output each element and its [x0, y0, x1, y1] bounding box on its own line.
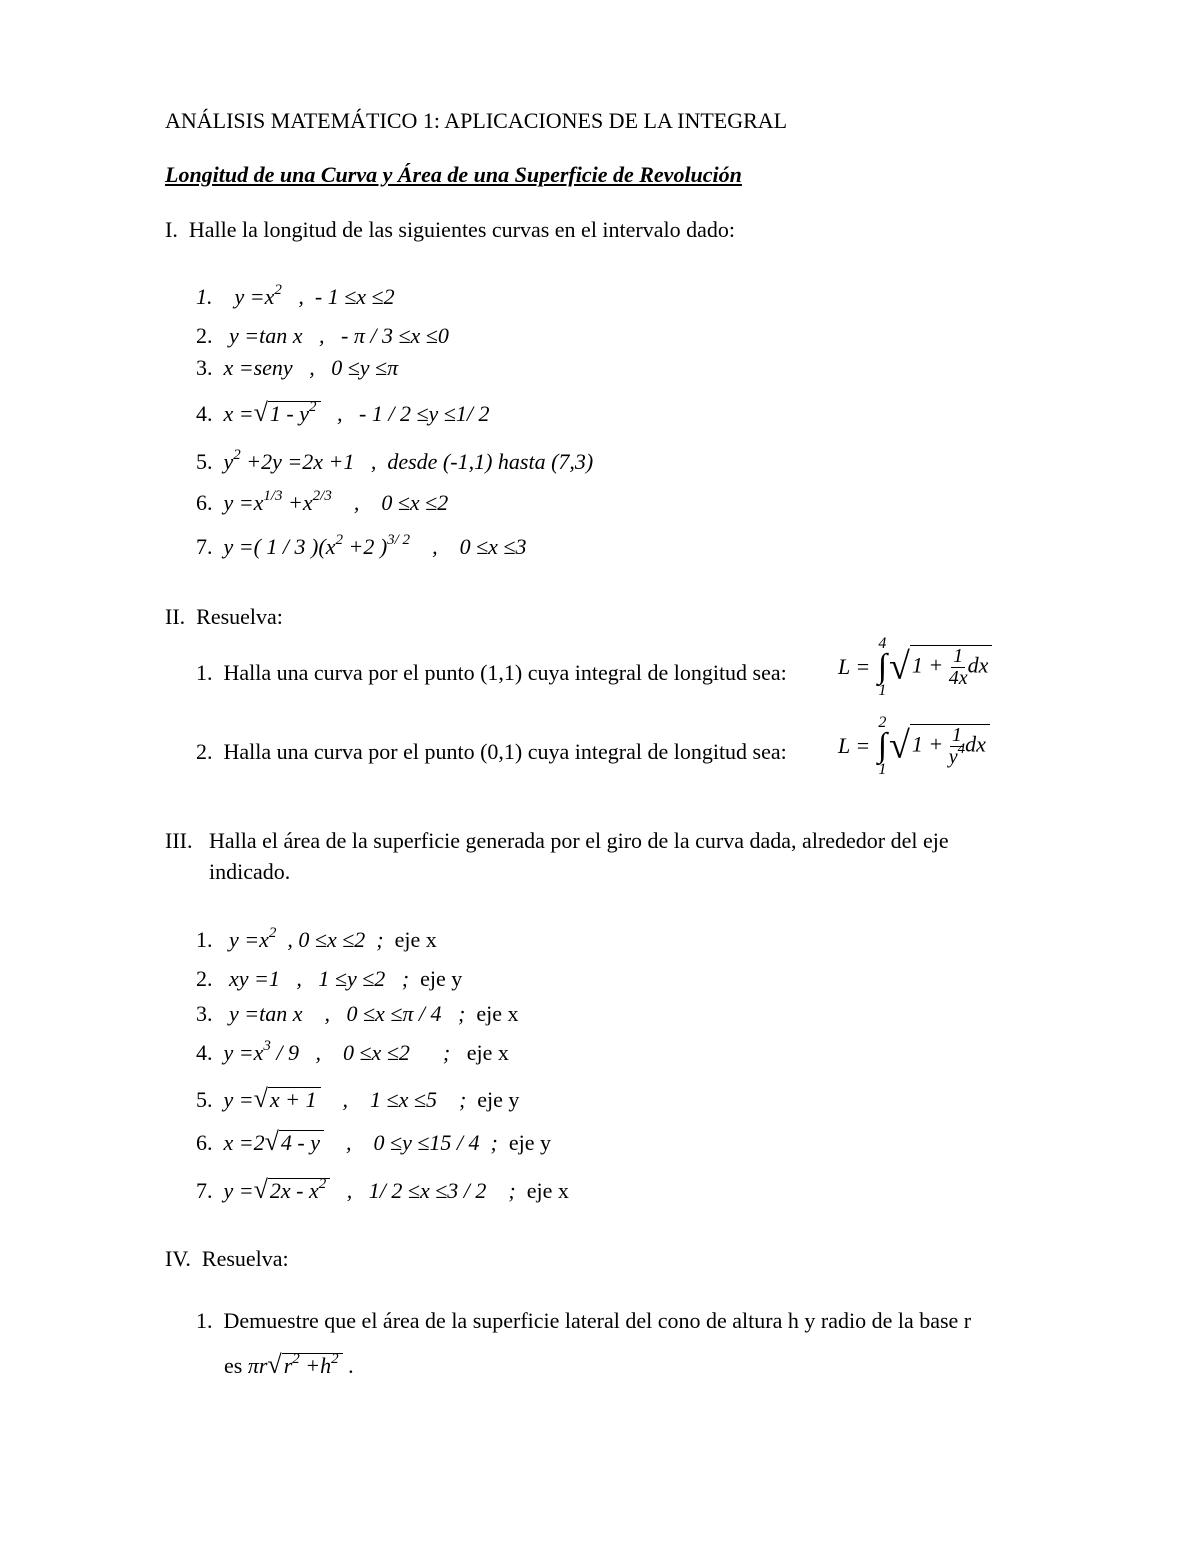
exercise-3-1: 1. $y =x^2$ , 0 ≤x ≤2 ; eje x: [196, 925, 437, 952]
exercise-3-3: 3. y =tan x , 0 ≤x ≤π / 4 ; eje x: [196, 1001, 519, 1026]
section-heading-text: Halle la longitud de las siguientes curvas en el intervalo dado:: [188, 217, 736, 242]
exercise-2-2: 2. Halla una curva por el punto (0,1) cuya integral de longitud sea:: [196, 739, 787, 764]
exercise-1-2: 2. y =tan x , - π / 3 ≤x ≤0: [196, 323, 449, 348]
exercise-3-4: 4. $y =x^3 / 9$ , 0 ≤x ≤2 ; eje x: [196, 1038, 509, 1065]
section-3-heading: III. Halla el área de la superficie generada por el giro de la curva dada, alrededor del eje: [165, 828, 949, 853]
section-4-heading: IV. Resuelva:: [165, 1246, 289, 1271]
formula-2-2: L = 2 ∫ 1 √1 + $\frac{1}{y^4}$ dx: [838, 715, 990, 778]
page-title: ANÁLISIS MATEMÁTICO 1: APLICACIONES DE LA INTEGRAL: [165, 108, 788, 133]
section-1-heading: [165, 217, 735, 243]
exercise-1-3: 3. x =seny , 0 ≤y ≤π: [196, 355, 399, 380]
exercise-1-5: 5. $y^2 +2y =2x +1$ , desde (-1,1) hasta (7,3): [196, 447, 594, 474]
exercise-1-7: 7. y =( 1 / 3 )($x^2 +2$ )$^{3/ 2}$ , 0 ≤x ≤3: [196, 532, 527, 559]
exercise-1-6: 6. $y =x^{1/3} +x^{2/3}$ , 0 ≤x ≤2: [196, 488, 449, 515]
exercise-1-4: 4. $x =√1 - y^2$ , - 1 / 2 ≤y ≤1/ 2: [196, 398, 490, 427]
exercise-1-1: 1. $y =x^2$ , - 1 ≤x ≤2: [196, 282, 395, 309]
exercise-3-5: 5. y =√x + 1 , 1 ≤x ≤5 ; eje y: [196, 1084, 520, 1113]
exercise-3-7: 7. $y =√2x - x^2$ , 1/ 2 ≤x ≤3 / 2 ; eje x: [196, 1175, 569, 1204]
section-2-heading: II. Resuelva:: [165, 604, 283, 629]
formula-2-1: L = 4 ∫ 1 √1 + $\frac{1}{4x}$ dx: [838, 636, 992, 699]
exercise-3-6: 6. x =2√4 - y , 0 ≤y ≤15 / 4 ; eje y: [196, 1127, 552, 1156]
exercise-3-2: 2. xy =1 , 1 ≤y ≤2 ; eje y: [196, 966, 463, 991]
section-3-heading-cont: indicado.: [209, 859, 291, 884]
page-subtitle: Longitud de una Curva y Área de una Superficie de Revolución: [165, 162, 742, 187]
section-numeral: I.: [165, 217, 178, 242]
exercise-4-1: 1. Demuestre que el área de la superficie lateral del cono de altura h y radio de la base r: [196, 1308, 972, 1333]
exercise-4-1-cont: es $\pi r√r^2 +h^2$ .: [224, 1350, 354, 1379]
exercise-2-1: 1. Halla una curva por el punto (1,1) cuya integral de longitud sea:: [196, 660, 787, 685]
